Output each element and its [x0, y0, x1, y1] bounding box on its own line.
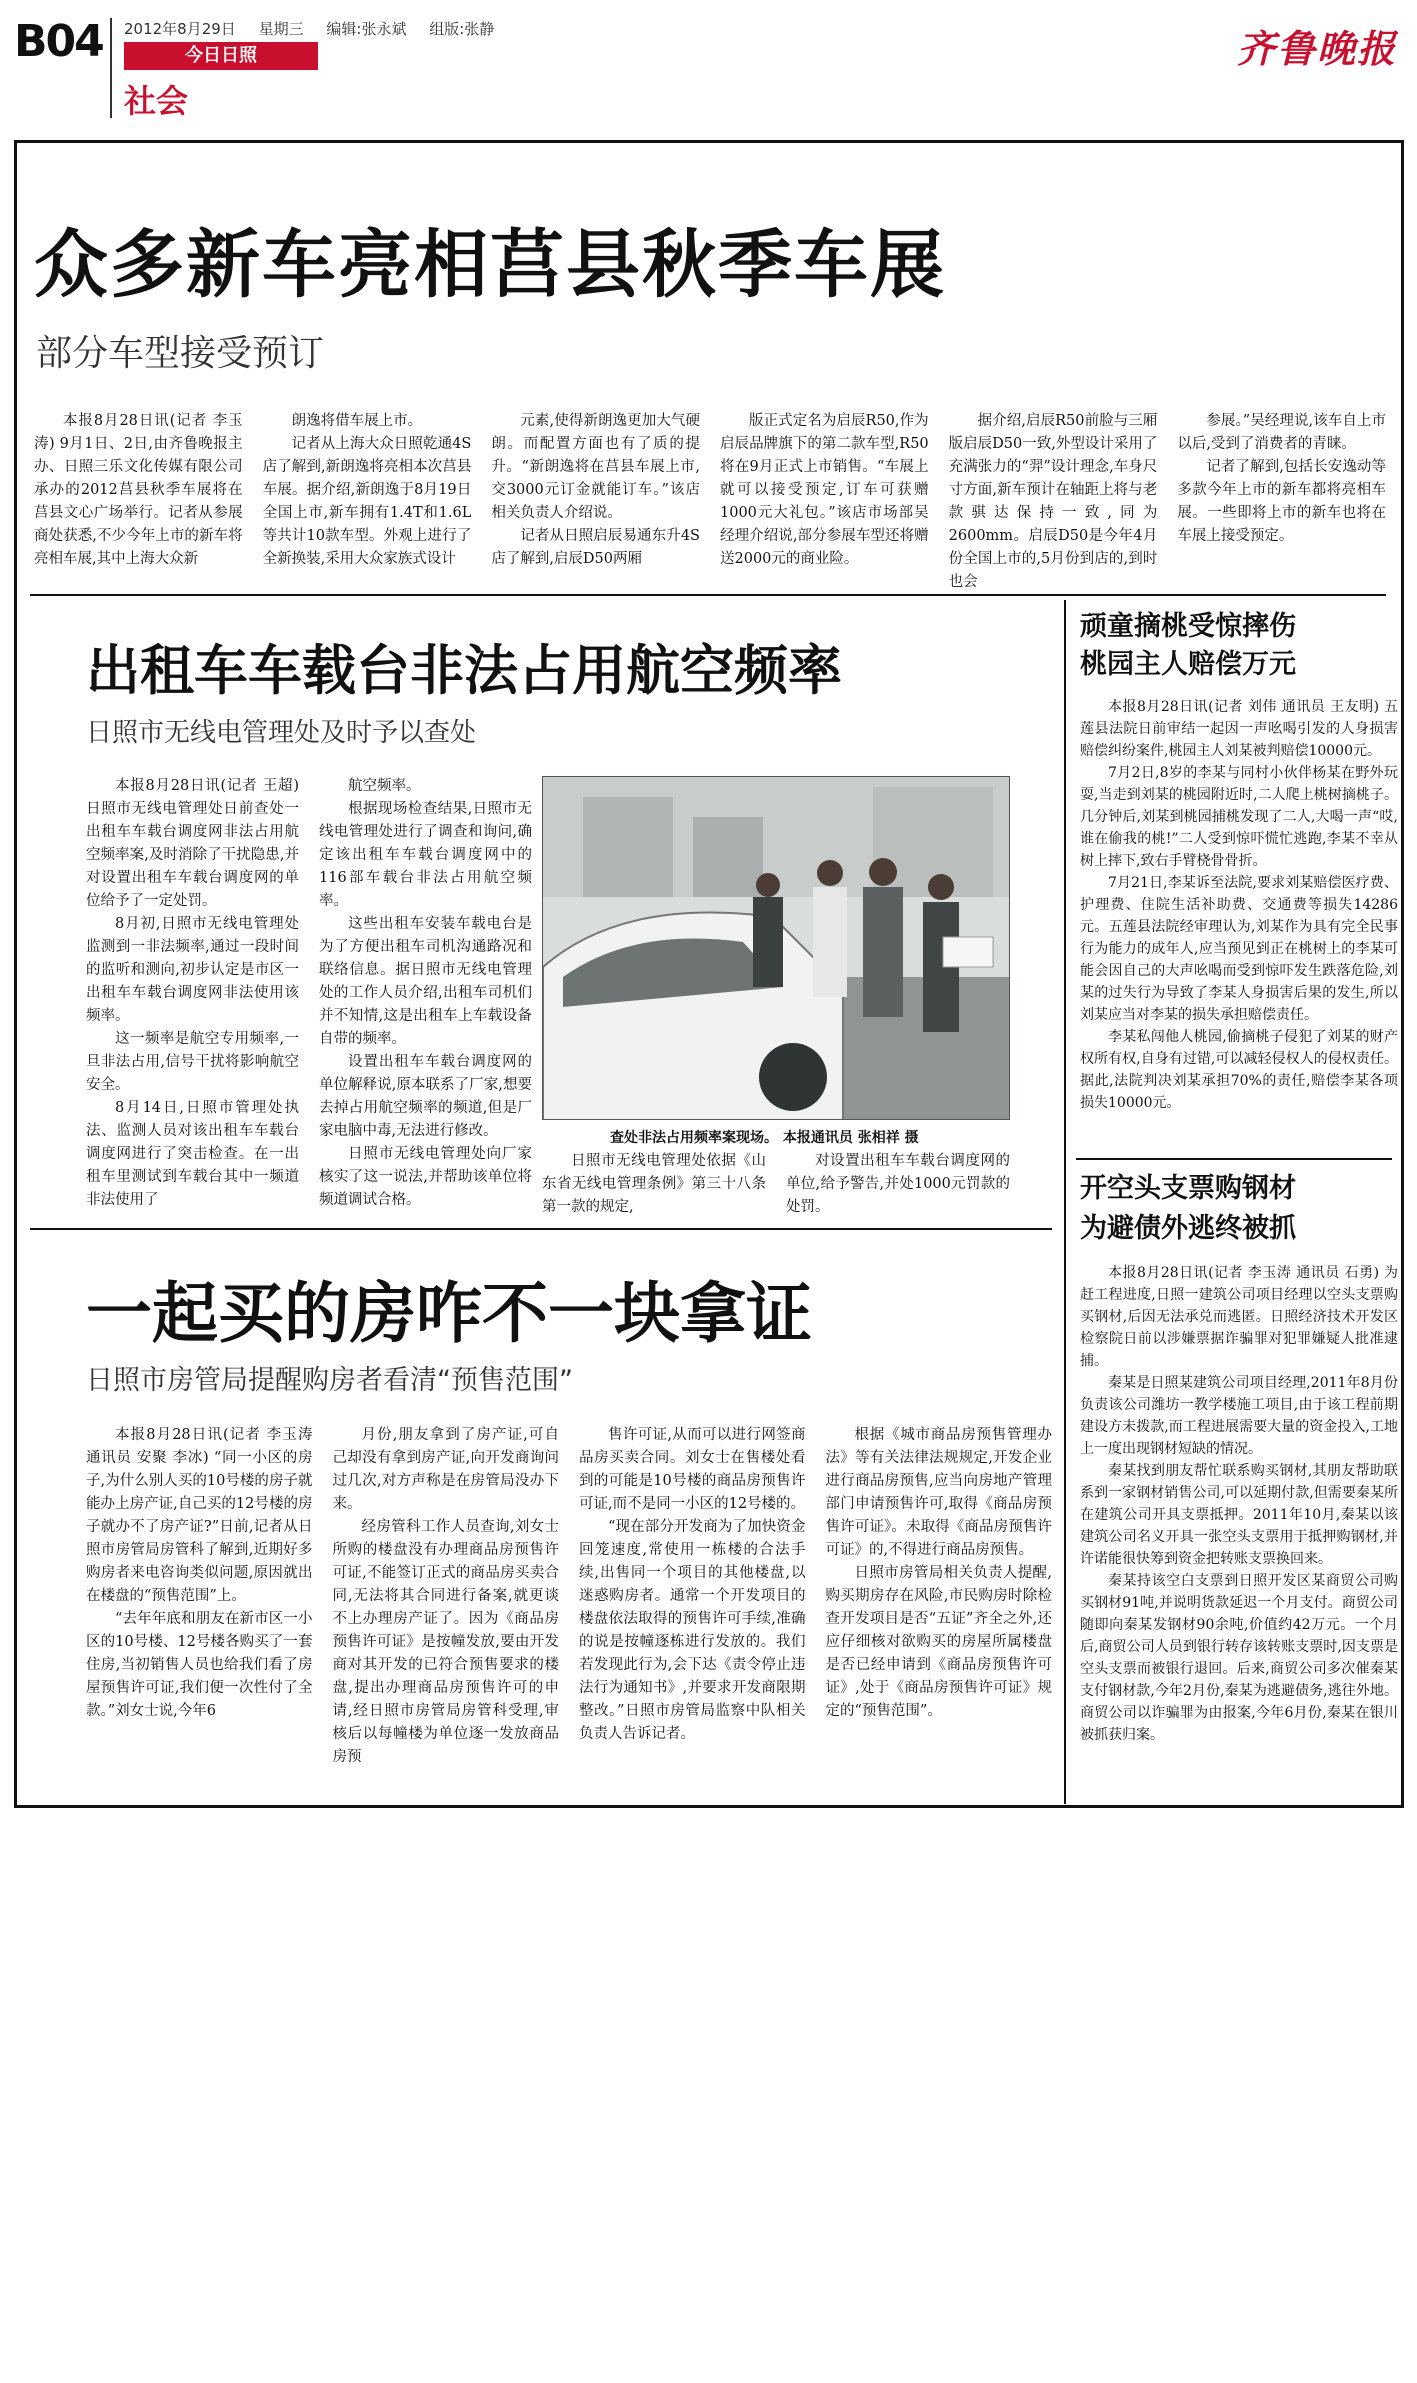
- article-paragraph: 本报8月28日讯(记者 王超) 日照市无线电管理处日前查处一出租车车载台调度网非法占用航空频率案,及时消除了干扰隐患,并对设置出租车车载台调度网的单位给予了一定处罚。: [86, 778, 299, 909]
- article-column: [319, 775, 532, 1215]
- article-peach: [1080, 696, 1398, 1150]
- article-taxi: [86, 775, 532, 1215]
- article-column: [86, 775, 299, 1215]
- article-paragraph: 根据《城市商品房预售管理办法》等有关法律法规规定,开发企业进行商品房预售,应当向房地产管理部门申请预售许可,取得《商品房预售许可证》。未取得《商品房预售许可证》的,不得进行商品房预售。: [825, 1427, 1052, 1558]
- article-paragraph: 秦某是日照某建筑公司项目经理,2011年8月份负责该公司潍坊一教学楼施工项目,由于该工程前期建设方未拨款,而工程进展需要大量的资金投入,工地上一度出现钢材短缺的情况。: [1080, 1375, 1398, 1457]
- article-paragraph: 本报8月28日讯(记者 李玉涛 通讯员 安聚 李冰) “同一小区的房子,为什么别人买的10号楼的房子就能办上房产证,自己买的12号楼的房子就办不了房产证?”日前,记者从日照市房管局房管科了解到,近期好多购房者来电咨询类似问题,原因就出在楼盘的“预售范围”上。: [86, 1427, 313, 1604]
- article-paragraph: 日照市房管局相关负责人提醒,购买期房存在风险,市民购房时除检查开发项目是否“五证”齐全之外,还应仔细核对欲购买的房屋所属楼盘是否已经申请到《商品房预售许可证》,处于《商品房预售许可证》规定的“预售范围”。: [825, 1565, 1052, 1719]
- article-paragraph: 据介绍,启辰R50前脸与三厢版启辰D50一致,外型设计采用了充满张力的“羿”设计理念,车身尺寸方面,新车预计在轴距上将与老款骐达保持一致,同为2600mm。启辰D50是今年4月份全国上市的,5月份到店的,到时也会: [948, 413, 1158, 590]
- article-paragraph: 李某私闯他人桃园,偷摘桃子侵犯了刘某的财产权所有权,自身有过错,可以减轻侵权人的侵权责任。据此,法院判决刘某承担70%的责任,赔偿李某各项损失10000元。: [1080, 1029, 1398, 1111]
- article-column: [86, 1424, 313, 1800]
- article-paragraph: 记者从日照启辰易通东升4S店了解到,启辰D50两厢: [491, 528, 700, 567]
- page-number: B04: [14, 16, 103, 67]
- article-paragraph: 7月21日,李某诉至法院,要求刘某赔偿医疗费、护理费、住院生活补助费、交通费等损失14286元。五莲县法院经审理认为,刘某作为具有完全民事行为能力的成年人,应当预见到正在桃树上的李某可能会因自己的大声吆喝而受到惊吓发生跌落危险,刘某的过失行为导致了李某人身损害后果的发生,所以刘某应当对李某的损失承担赔偿责任。: [1080, 875, 1398, 1023]
- newspaper-logo: 齐鲁晚报: [1236, 26, 1397, 71]
- subhead-car-show: 部分车型接受预订: [36, 333, 325, 374]
- news-photo: [542, 776, 1010, 1120]
- article-column: [333, 1424, 560, 1800]
- article-paragraph: 日照市无线电管理处依据《山东省无线电管理条例》第三十八条第一款的规定,: [542, 1153, 766, 1215]
- article-column: [491, 410, 700, 590]
- article-steel: [1080, 1262, 1398, 1800]
- article-paragraph: 售许可证,从而可以进行网签商品房买卖合同。刘女士在售楼处看到的可能是10号楼的商品房预售许可证,而不是同一小区的12号楼的。: [579, 1427, 806, 1512]
- article-housing: [86, 1424, 1052, 1800]
- article-paragraph: 经房管科工作人员查询,刘女士所购的楼盘没有办理商品房预售许可证,不能签订正式的商品房买卖合同,无法将其合同进行备案,就更谈不上办理房产证了。因为《商品房预售许可证》是按幢发放,要由开发商对其开发的已符合预售要求的楼盘,提出办理商品房预售许可的申请,经日照市房管局房管科受理,审核后以每幢楼为单位逐一发放商品房预: [332, 1519, 559, 1765]
- article-column: [786, 1150, 1010, 1218]
- article-paragraph: 7月2日,8岁的李某与同村小伙伴杨某在野外玩耍,当走到刘某的桃园附近时,二人爬上桃树摘桃子。几分钟后,刘某到桃园捕桃发现了二人,大喝一声“哎,谁在偷我的桃!”二人受到惊吓慌忙逃跑,李某不幸从树上摔下,致右手臂桡骨骨折。: [1080, 765, 1398, 869]
- section-tag: 今日日照: [124, 42, 318, 70]
- divider-sidebar: [1064, 600, 1066, 1804]
- article-paragraph: 本报8月28日讯(记者 李玉涛) 9月1日、2日,由齐鲁晚报主办、日照三乐文化传媒有限公司承办的2012莒县秋季车展将在莒县文心广场举行。记者从参展商处获悉,不少今年上市的新车将亮相车展,其中上海大众新: [34, 413, 243, 567]
- subhead-housing: 日照市房管局提醒购房者看清“预售范围”: [86, 1365, 573, 1396]
- article-paragraph: 本报8月28日讯(记者 李玉涛 通讯员 石勇) 为赶工程进度,日照一建筑公司项目经理以空头支票购买钢材,后因无法承兑而逃匿。日照经济技术开发区检察院日前以涉嫌票据诈骗罪对犯罪嫌疑人批准逮捕。: [1080, 1265, 1398, 1369]
- divider-taxi: [30, 1228, 1052, 1230]
- headline-steel-1: 开空头支票购钢材: [1080, 1173, 1296, 1204]
- article-paragraph: 这一频率是航空专用频率,一旦非法占用,信号干扰将影响航空安全。: [86, 1031, 299, 1093]
- headline-housing: 一起买的房咋不一块拿证: [86, 1275, 812, 1352]
- article-paragraph: 根据现场检查结果,日照市无线电管理处进行了调查和询问,确定该出租车车载台调度网中的116部车载台非法占用航空频率。: [319, 801, 532, 909]
- article-car-show: [34, 410, 1386, 590]
- issue-date: 2012年8月29日: [124, 20, 236, 38]
- article-column: [579, 1424, 806, 1800]
- article-column: [826, 1424, 1053, 1800]
- article-paragraph: 这些出租车安装车载电台是为了方便出租车司机沟通路况和联络信息。据日照市无线电管理处的工作人员介绍,出租车司机们并不知情,这是出租车上车载设备自带的频率。: [319, 916, 532, 1047]
- article-column: [720, 410, 929, 590]
- article-column: [34, 410, 243, 590]
- article-paragraph: 航空频率。: [348, 778, 421, 794]
- article-paragraph: 参展。”吴经理说,该车自上市以后,受到了消费者的青睐。: [1177, 413, 1386, 452]
- article-paragraph: 对设置出租车车载台调度网的单位,给予警告,并处1000元罚款的处罚。: [786, 1153, 1010, 1215]
- article-paragraph: 记者从上海大众日照乾通4S店了解到,新朗逸将亮相本次莒县车展。据介绍,新朗逸于8月19日全国上市,新车拥有1.4T和1.6L等共计10款车型。外观上进行了全新换装,采用大众家族式设计: [262, 436, 472, 567]
- article-paragraph: 设置出租车车载台调度网的单位解释说,原本联系了厂家,想要去掉占用航空频率的频道,但是厂家电脑中毒,无法进行修改。: [319, 1054, 532, 1139]
- article-taxi-continued: [542, 1150, 1010, 1218]
- issue-weekday: 星期三: [258, 20, 304, 38]
- headline-steel-2: 为避债外逃终被抓: [1080, 1213, 1296, 1244]
- headline-car-show: 众多新车亮相莒县秋季车展: [34, 222, 946, 308]
- article-paragraph: 8月初,日照市无线电管理处监测到一非法频率,通过一段时间的监听和测向,初步认定是市区一出租车车载台调度网非法使用该频率。: [86, 916, 299, 1024]
- article-paragraph: 8月14日,日照市管理处执法、监测人员对该出租车车载台调度网进行了突击检查。在一出租车里测试到车载台其中一频道非法使用了: [86, 1100, 299, 1208]
- article-paragraph: 月份,朋友拿到了房产证,可自己却没有拿到房产证,向开发商询问过几次,对方声称是在房管局没办下来。: [332, 1427, 559, 1512]
- article-column: [949, 410, 1158, 590]
- article-paragraph: 秦某持该空白支票到日照开发区某商贸公司购买钢材91吨,并说明货款延迟一个月支付。商贸公司随即向秦某发钢材90余吨,价值约42万元。一个月后,商贸公司人员到银行转存该转账支票时,因支票是空头支票而被银行退回。后来,商贸公司多次催秦某支付钢材款,今年2月份,秦某为逃避债务,逃往外地。商贸公司以诈骗罪为由报案,今年6月份,秦某在银川被抓获归案。: [1080, 1573, 1398, 1743]
- article-paragraph: 元素,使得新朗逸更加大气硬朗。而配置方面也有了质的提升。“新朗逸将在莒县车展上市,交3000元订金就能订车。”该店相关负责人介绍说。: [491, 413, 700, 521]
- article-column: [542, 1150, 766, 1218]
- editor-credit: 编辑:张永斌: [326, 20, 407, 38]
- headline-peach-1: 顽童摘桃受惊摔伤: [1080, 611, 1296, 642]
- divider-car-show: [30, 594, 1386, 596]
- divider-sidebar-inner: [1076, 1158, 1392, 1160]
- designer-credit: 组版:张静: [429, 20, 495, 38]
- article-paragraph: 日照市无线电管理处向厂家核实了这一说法,并帮助该单位将频道调试合格。: [319, 1146, 532, 1208]
- subhead-taxi: 日照市无线电管理处及时予以查处: [86, 718, 477, 748]
- article-paragraph: 记者了解到,包括长安逸动等多款今年上市的新车都将亮相车展。一些即将上市的新车也将在车展上接受预定。: [1177, 459, 1386, 544]
- header-meta: [124, 18, 512, 39]
- headline-taxi: 出租车车载台非法占用航空频率: [86, 639, 842, 702]
- article-paragraph: 版正式定名为启辰R50,作为启辰品牌旗下的第二款车型,R50将在9月正式上市销售。“车展上就可以接受预定,订车可获赠1000元大礼包。”该店市场部吴经理介绍说,部分参展车型还将赠送2000元的商业险。: [720, 413, 929, 567]
- inspection-scene-illustration: [543, 777, 1010, 1120]
- header-divider: [110, 18, 112, 118]
- article-paragraph: 朗逸将借车展上市。: [291, 413, 423, 429]
- article-paragraph: 本报8月28日讯(记者 刘伟 通讯员 王友明) 五莲县法院日前审结一起因一声吆喝引发的人身损害赔偿纠纷案件,桃园主人刘某被判赔偿10000元。: [1080, 699, 1398, 759]
- article-column: [1177, 410, 1386, 590]
- article-paragraph: “现在部分开发商为了加快资金回笼速度,常使用一栋楼的合法手续,出售同一个项目的其他楼盘,以迷惑购房者。通常一个开发项目的楼盘依法取得的预售许可手续,准确的说是按幢逐栋进行发放的。我们若发现此行为,会下达《责令停止违法行为通知书》,并要求开发商限期整改。”日照市房管局监察中队相关负责人告诉记者。: [579, 1519, 806, 1742]
- article-paragraph: “去年年底和朋友在新市区一小区的10号楼、12号楼各购买了一套住房,当初销售人员也给我们看了房屋预售许可证,我们便一次性付了全款。”刘女士说,今年6: [86, 1611, 313, 1719]
- headline-peach-2: 桃园主人赔偿万元: [1080, 649, 1296, 680]
- article-paragraph: 秦某找到朋友帮忙联系购买钢材,其朋友帮助联系到一家钢材销售公司,可以延期付款,但需要秦某所在建筑公司开具支票抵押。2011年10月,秦某以该建筑公司名义开具一张空头支票用于抵押购钢材,并许诺能很快筹到资金把转账支票换回来。: [1080, 1463, 1398, 1567]
- photo-caption: 查处非法占用频率案现场。 本报通讯员 张相祥 摄: [610, 1130, 919, 1146]
- article-column: [263, 410, 472, 590]
- section-title: 社会: [124, 82, 189, 120]
